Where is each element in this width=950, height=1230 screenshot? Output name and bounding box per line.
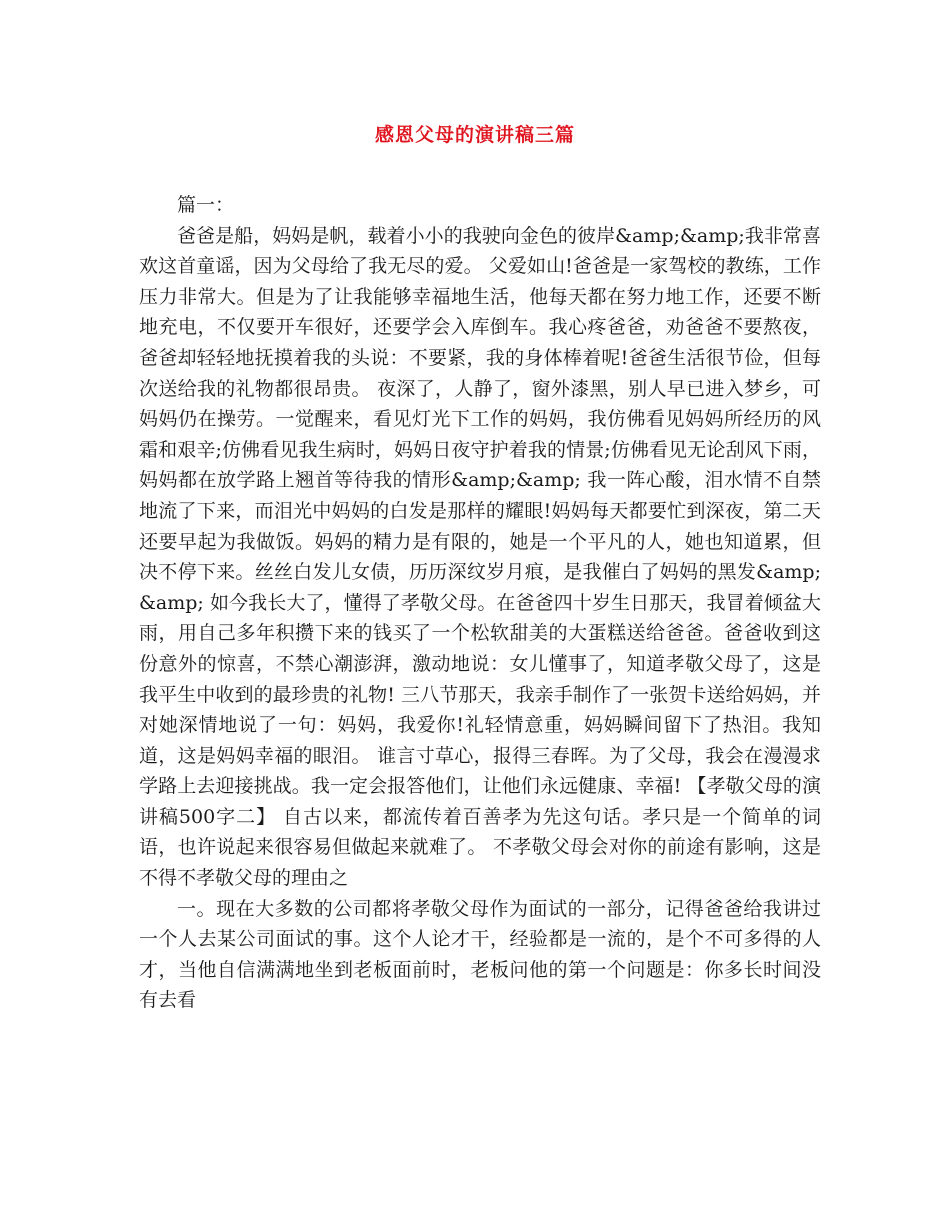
document-body — [139, 190, 821, 1016]
document-title: 感恩父母的演讲稿三篇 — [374, 124, 575, 146]
body-paragraph: 爸爸是船，妈妈是帆，载着小小的我驶向金色的彼岸&amp;&amp;我非常喜欢这首童谣，因为父母给了我无尽的爱。 父爱如山!爸爸是一家驾校的教练，工作压力非常大。但是为了让我能够幸福地生活，他每天都在努力地工作，还要不断地充电，不仅要开车很好，还要学会入库倒车。我心疼爸爸，劝爸爸不要熬夜，爸爸却轻轻地抚摸着我的头说：不要紧，我的身体棒着呢!爸爸生活很节俭，但每次送给我的礼物都很昂贵。 夜深了，人静了，窗外漆黑，别人早已进入梦乡，可妈妈仍在操劳。一觉醒来，看见灯光下工作的妈妈，我仿佛看见妈妈所经历的风霜和艰辛;仿佛看见我生病时，妈妈日夜守护着我的情景;仿佛看见无论刮风下雨，妈妈都在放学路上翘首等待我的情形&amp;&amp; 我一阵心酸，泪水情不自禁地流了下来，而泪光中妈妈的白发是那样的耀眼!妈妈每天都要忙到深夜，第二天还要早起为我做饭。妈妈的精力是有限的，她是一个平凡的人，她也知道累，但决不停下来。丝丝白发儿女债，历历深纹岁月痕，是我催白了妈妈的黑发&amp;&amp; 如今我长大了，懂得了孝敬父母。在爸爸四十岁生日那天，我冒着倾盆大雨，用自己多年积攒下来的钱买了一个松软甜美的大蛋糕送给爸爸。爸爸收到这份意外的惊喜，不禁心潮澎湃，激动地说：女儿懂事了，知道孝敬父母了，这是我平生中收到的最珍贵的礼物! 三八节那天，我亲手制作了一张贺卡送给妈妈，并对她深情地说了一句：妈妈，我爱你!礼轻情意重，妈妈瞬间留下了热泪。我知道，这是妈妈幸福的眼泪。 谁言寸草心，报得三春晖。为了父母，我会在漫漫求学路上去迎接挑战。我一定会报答他们，让他们永远健康、幸福! 【孝敬父母的演讲稿500字二】 自古以来，都流传着百善孝为先这句话。孝只是一个简单的词语，也许说起来很容易但做起来就难了。 不孝敬父母会对你的前途有影响，这是不得不孝敬父母的理由之 — [139, 224, 821, 890]
body-paragraph: 一。现在大多数的公司都将孝敬父母作为面试的一部分，记得爸爸给我讲过一个人去某公司面试的事。这个人论才干，经验都是一流的，是个不可多得的人才，当他自信满满地坐到老板面前时，老板问他的第一个问题是：你多长时间没有去看 — [139, 897, 821, 1012]
section-heading: 篇一： — [177, 194, 235, 216]
